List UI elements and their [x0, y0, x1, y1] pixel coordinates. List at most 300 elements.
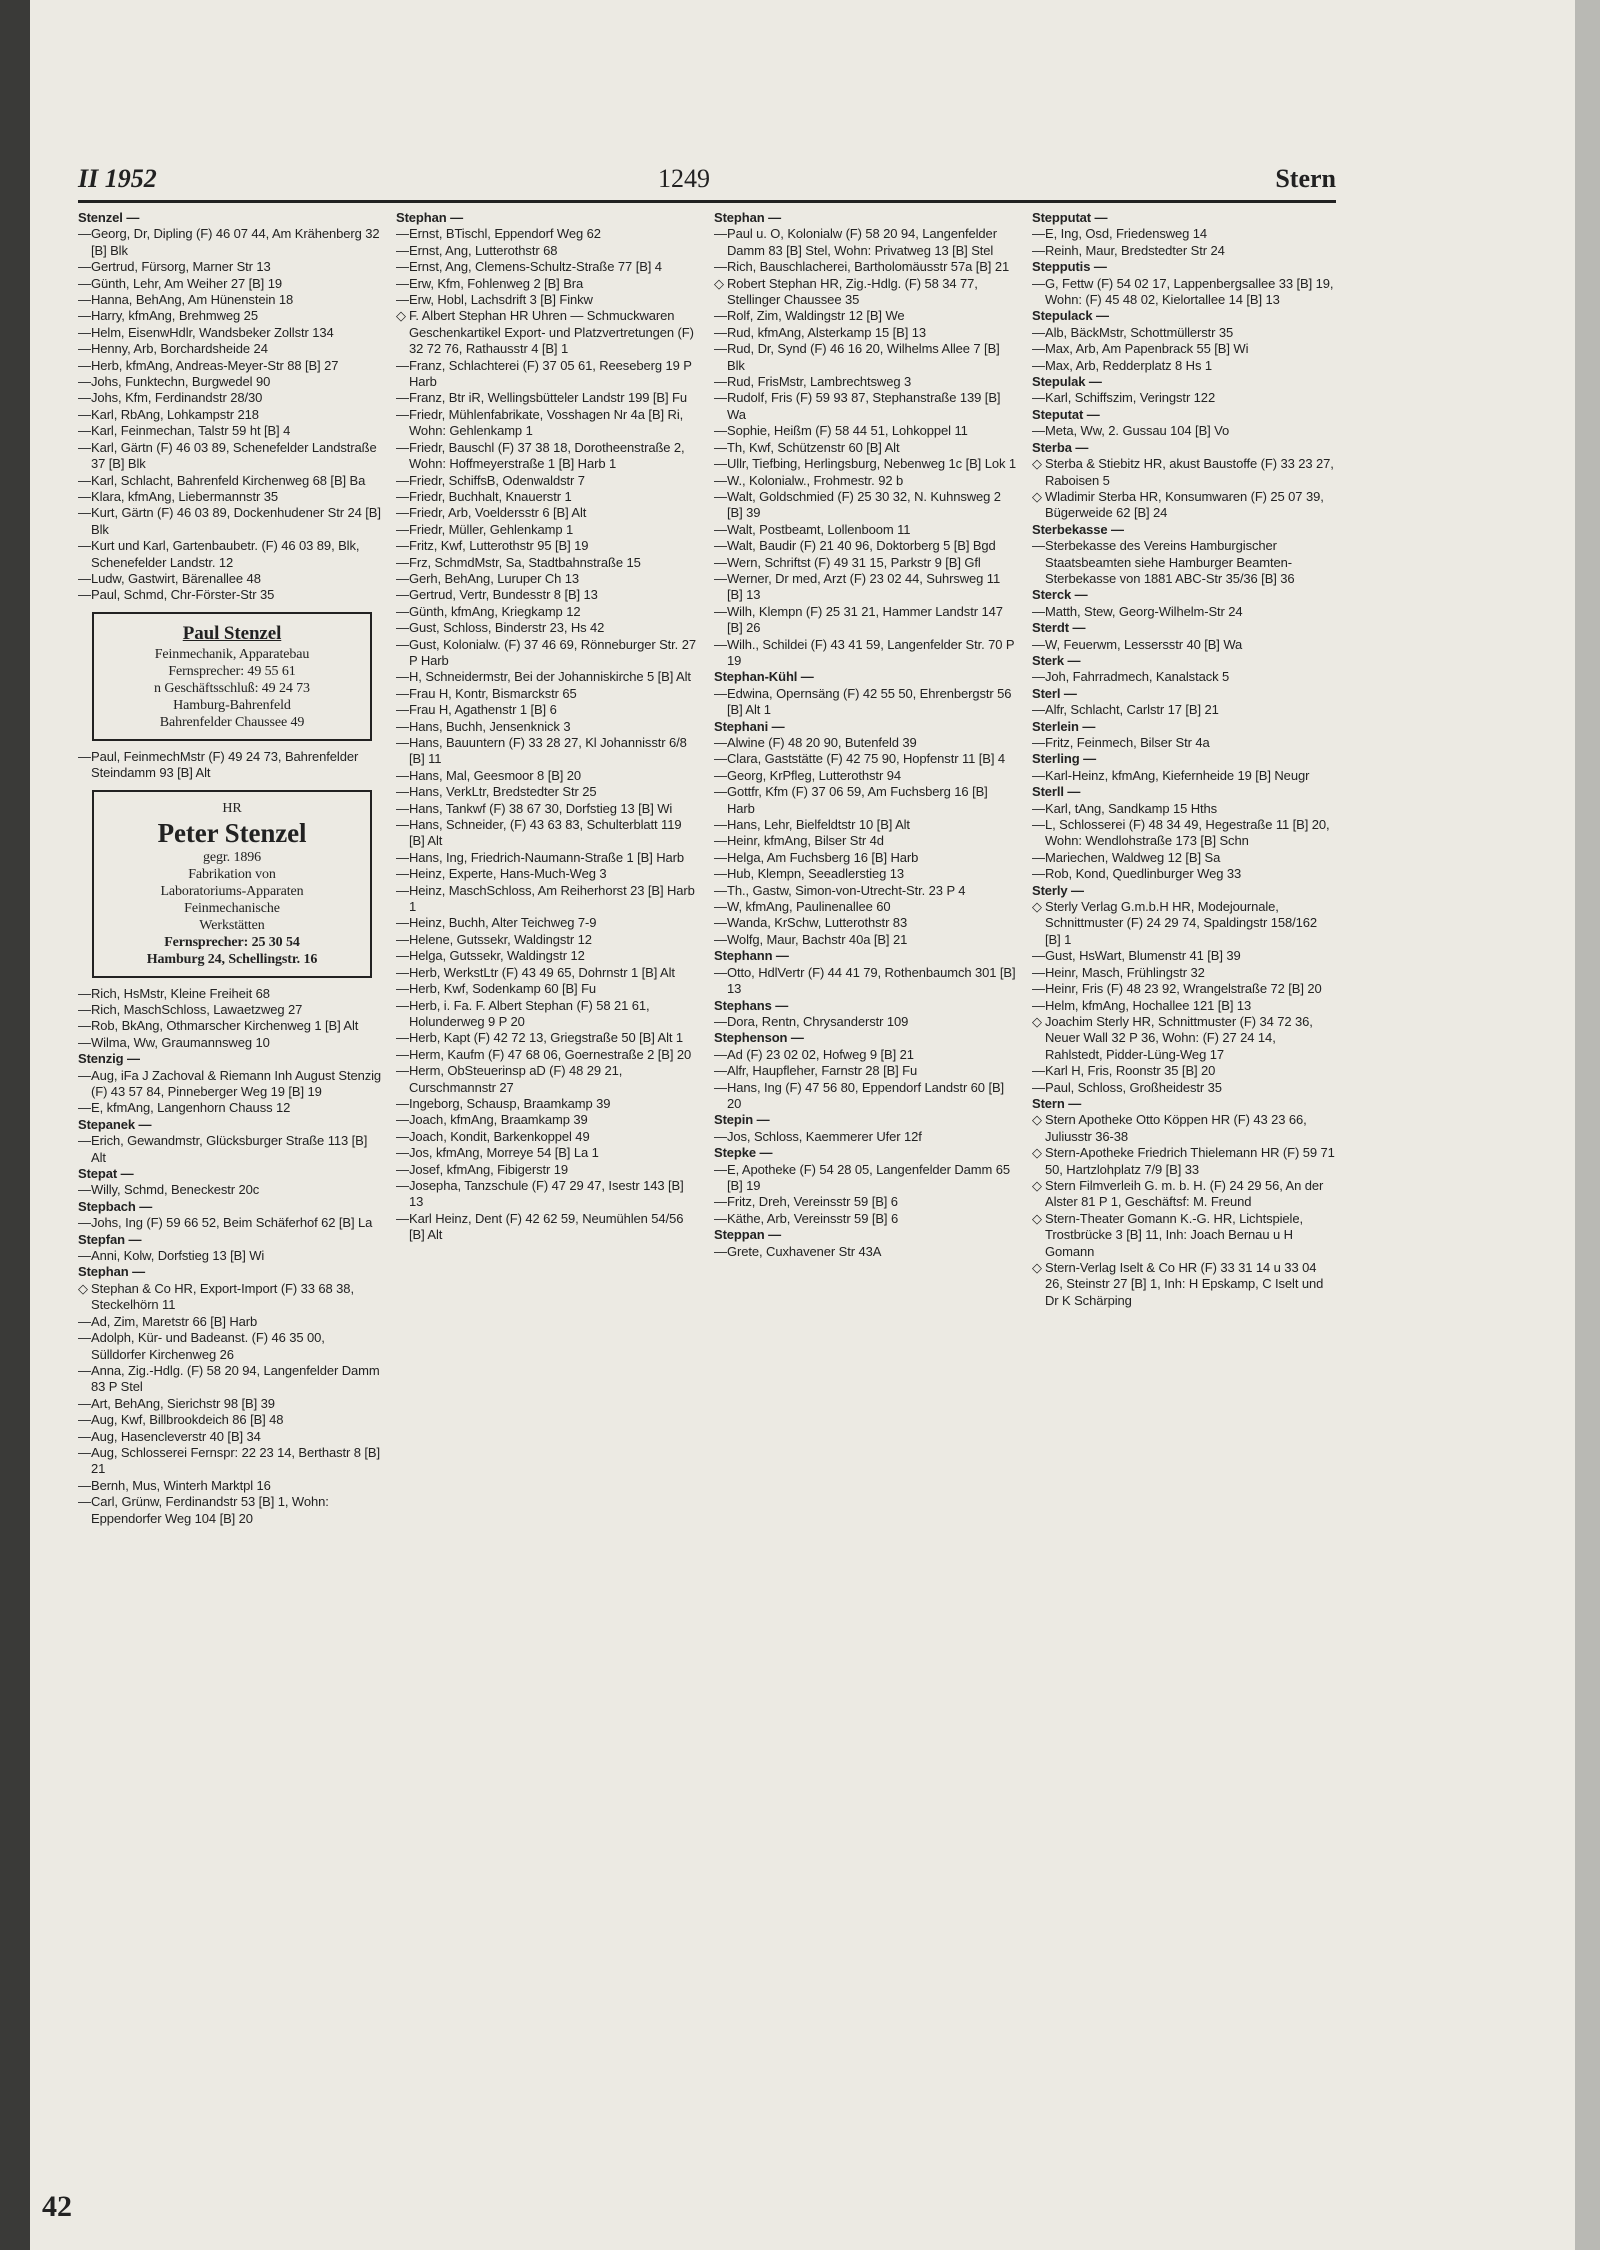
entry-dash: — [714, 554, 727, 570]
entry-dash: — [714, 735, 727, 750]
entry-name: Rud, [727, 324, 755, 340]
entry-name: W, [727, 899, 742, 915]
directory-entry [78, 1215, 382, 1231]
entry-name: Stepat — [78, 1166, 134, 1182]
entry-name: Friedr, [409, 406, 446, 422]
entry-dash: — [714, 1128, 727, 1144]
directory-entry [396, 669, 700, 685]
entry-details: Ang, Clemens-Schultz-Straße 77 [B] 4 [442, 259, 662, 275]
entry-dash: — [714, 849, 727, 865]
entry-dash: — [78, 1362, 91, 1378]
entry-dash: — [396, 505, 409, 521]
entry-details: Kwf, Billbrookdeich 86 [B] 48 [117, 1412, 284, 1428]
entry-name: Herm, [409, 1063, 444, 1079]
entry-name: Kurt [91, 538, 115, 554]
entry-dash: — [714, 1063, 727, 1079]
directory-entry [396, 965, 700, 981]
registered-firm-icon: ◇ [1032, 456, 1042, 472]
surname-heading [1032, 407, 1336, 423]
entry-dash: — [396, 1095, 409, 1111]
entry-dash: — [78, 374, 91, 390]
entry-details: Btr iR, Wellingsbütteler Landstr 199 [B] Fu [445, 390, 687, 406]
entry-name: Kurt, [91, 505, 118, 521]
entry-details: Maur, Bachstr 40a [B] 21 [763, 931, 908, 947]
entry-details: Lehr, Bielfeldtstr 10 [B] Alt [760, 817, 910, 833]
directory-entry [714, 637, 1018, 670]
entry-dash: — [1032, 390, 1045, 406]
directory-entry [714, 555, 1018, 571]
entry-name: Helga, [409, 948, 446, 964]
entry-details: Zim, Maretstr 66 [B] Harb [110, 1313, 258, 1329]
advertisement-peter-stenzel [92, 790, 372, 978]
entry-dash: — [78, 748, 91, 764]
entry-name: Sterll — [1032, 784, 1081, 800]
directory-entry [714, 276, 1018, 309]
directory-entry [396, 784, 700, 800]
entry-name: Gerh, [409, 570, 442, 586]
entry-name: Sterling — [1032, 751, 1097, 767]
entry-name: Steputat — [1032, 406, 1100, 422]
entry-name: Hans, [409, 767, 443, 783]
entry-dash: — [78, 985, 91, 1001]
entry-name: Paul, [1045, 1079, 1075, 1095]
entry-details: kfmAng, Braamkamp 39 [446, 1112, 588, 1128]
entry-details: Maur, Bredstedter Str 24 [1081, 242, 1225, 258]
entry-name: Steppan — [714, 1227, 781, 1243]
header-year: II 1952 [78, 164, 157, 193]
directory-entry [714, 473, 1018, 489]
entry-dash: — [78, 1100, 91, 1116]
entry-dash: — [396, 603, 409, 619]
entry-details: Arb, Am Papenbrack 55 [B] Wi [1072, 341, 1249, 357]
directory-entry [714, 489, 1018, 522]
entry-details: Kolonialw. (F) 37 46 69, Rönneburger Str. 27 P Harb [409, 636, 696, 668]
entry-details: kfmAng, Brehmweg 25 [124, 308, 258, 324]
ad-title: Paul Stenzel [182, 622, 282, 644]
directory-entry [396, 522, 700, 538]
directory-entry [396, 358, 700, 391]
entry-name: Paul, [91, 748, 121, 764]
directory-entry [714, 965, 1018, 998]
entry-name: Karl, [91, 423, 118, 439]
entry-name: Gertrud, [409, 587, 456, 603]
entry-details: Opernsäng (F) 42 55 50, Ehrenbergstr 56 [B] Alt 1 [727, 685, 1012, 718]
entry-name: Aug, [91, 1444, 118, 1460]
entry-details: akust Baustoffe (F) 33 23 27, Raboisen 5 [1045, 456, 1334, 488]
surname-heading [78, 1051, 382, 1067]
directory-page [30, 0, 1575, 2250]
directory-entry [1032, 850, 1336, 866]
directory-entry [1032, 965, 1336, 981]
directory-entry [714, 440, 1018, 456]
directory-entry [78, 1182, 382, 1198]
entry-dash: — [1032, 1079, 1045, 1095]
entry-details: VerkLtr, Bredstedter Str 25 [442, 784, 597, 800]
directory-entry [714, 226, 1018, 259]
surname-heading [1032, 751, 1336, 767]
entry-details: Gastwirt, Bärenallee 48 [124, 570, 261, 586]
entry-name: Stepulak — [1032, 374, 1102, 390]
entry-name: Helga, [727, 849, 764, 865]
directory-entry [714, 522, 1018, 538]
entry-details: Buchhalt, Knauerstr 1 [445, 488, 572, 504]
entry-dash: — [78, 570, 91, 586]
entry-details: Kond, Quedlinburger Weg 33 [1072, 866, 1242, 882]
entry-dash: — [714, 685, 727, 701]
entry-dash: — [714, 1079, 727, 1095]
entry-name: Joachim Sterly HR, [1045, 1013, 1155, 1029]
entry-name: Walt, [727, 521, 756, 537]
entry-details: Goldschmied (F) 25 30 32, N. Kuhnsweg 2 [B] 39 [727, 488, 1001, 521]
entry-name: Joh, [1045, 669, 1070, 685]
directory-entry [714, 735, 1018, 751]
entry-dash: — [1032, 357, 1045, 373]
entry-dash: — [396, 554, 409, 570]
directory-entry [396, 702, 700, 718]
entry-details: Apotheke (F) 54 28 05, Langenfelder Damm 65 [B] 19 [727, 1161, 1011, 1193]
directory-entry [396, 883, 700, 916]
entry-details: Schloss, Großheidestr 35 [1074, 1079, 1222, 1095]
column-4 [1032, 210, 1336, 2160]
entry-details: Gärtn (F) 46 03 89, Schenefelder Landstraße 37 [B] Blk [91, 439, 377, 472]
surname-heading [1032, 1096, 1336, 1112]
directory-entry [78, 259, 382, 275]
entry-dash: — [1032, 1063, 1045, 1079]
entry-name: Günth, [91, 275, 130, 291]
entry-details: Kfm (F) 37 06 59, Am Fuchsberg 16 [B] Harb [727, 784, 988, 816]
directory-entry [396, 505, 700, 521]
directory-entry [396, 866, 700, 882]
entry-dash: — [396, 390, 409, 406]
surname-heading [714, 210, 1018, 226]
entry-details: Kür- und Badeanst. (F) 46 35 00, Sülldorfer Kirchenweg 26 [91, 1330, 325, 1362]
surname-heading [714, 669, 1018, 685]
entry-name: Wanda, [727, 915, 771, 931]
entry-details: Fahrradmech, Kanalstack 5 [1069, 669, 1230, 685]
entry-dash: — [396, 849, 409, 865]
entry-dash: — [78, 1001, 91, 1017]
directory-entry [1032, 604, 1336, 620]
entry-details: Arb, Borchardsheide 24 [130, 341, 268, 357]
directory-entry [78, 325, 382, 341]
entry-details: Gaststätte (F) 42 75 90, Hopfenstr 11 [B] 4 [761, 751, 1006, 767]
directory-entry [396, 226, 700, 242]
entry-name: Robert Stephan HR, [727, 275, 843, 291]
entry-dash: — [396, 357, 409, 373]
entry-name: Reinh, [1045, 242, 1082, 258]
entry-details: Experte, Hans-Much-Weg 3 [445, 866, 607, 882]
directory-entry [714, 768, 1018, 784]
surname-heading [78, 1117, 382, 1133]
entry-name: Stern-Apotheke Friedrich Thielemann HR [1045, 1145, 1280, 1161]
entry-name: Karl, [1045, 390, 1072, 406]
entry-name: Gertrud, [91, 259, 138, 275]
entry-details: MaschSchloss, Lawaetzweg 27 [120, 1001, 303, 1017]
entry-dash: — [1032, 866, 1045, 882]
directory-entry [1032, 243, 1336, 259]
directory-entry [396, 981, 700, 997]
entry-details: ObSteuerinsp aD (F) 48 29 21, Curschmannstr 27 [409, 1063, 623, 1095]
entry-name: Anni, [91, 1248, 121, 1264]
entry-dash: — [396, 882, 409, 898]
entry-dash: — [714, 817, 727, 833]
entry-name: Stern Filmverleih G. m. b. H. [1045, 1177, 1207, 1193]
entry-details: kfmAng, Liebermannstr 35 [124, 488, 278, 504]
entry-details: Kfm, Ferdinandstr 28/30 [121, 390, 263, 406]
entry-name: Helm, [91, 324, 125, 340]
directory-entry [78, 1100, 382, 1116]
entry-dash: — [1032, 275, 1045, 291]
entry-dash: — [78, 472, 91, 488]
entry-details: Tanzschule (F) 47 29 47, Isestr 143 [B] 13 [409, 1177, 684, 1210]
entry-details: Feinmechan, Talstr 59 ht [B] 4 [117, 423, 291, 439]
entry-name: Hans, [409, 817, 443, 833]
entry-dash: — [714, 931, 727, 947]
registered-firm-icon: ◇ [1032, 1013, 1042, 1029]
entry-name: Adolph, [91, 1330, 135, 1346]
ad-line: Fabrikation von [188, 866, 276, 882]
entry-details: Am Fuchsberg 16 [B] Harb [763, 849, 919, 865]
entry-details: Masch, Frühlingstr 32 [1078, 964, 1205, 980]
directory-entry [714, 1129, 1018, 1145]
directory-entry [396, 637, 700, 670]
directory-entry [78, 358, 382, 374]
registered-firm-icon: ◇ [1032, 488, 1042, 504]
entry-details: Funktechn, Burgwedel 90 [121, 374, 271, 390]
entry-details: Haupfleher, Farnstr 28 [B] Fu [748, 1063, 918, 1079]
entry-dash: — [396, 620, 409, 636]
entry-details: Feinmech, Bilser Str 4a [1073, 735, 1210, 750]
entry-dash: — [396, 472, 409, 488]
entry-dash: — [396, 767, 409, 783]
directory-entry [78, 292, 382, 308]
entry-name: Josef, [409, 1161, 444, 1177]
entry-dash: — [396, 259, 409, 275]
entry-details: Fürsorg, Marner Str 13 [137, 259, 271, 275]
entry-name: Ad [727, 1046, 743, 1062]
entry-name: W, [1045, 636, 1060, 652]
entry-dash: — [78, 390, 91, 406]
surname-heading [1032, 374, 1336, 390]
directory-entry [714, 390, 1018, 423]
entry-name: Herb, [91, 357, 123, 373]
directory-entry [1032, 981, 1336, 997]
entry-details: kfmAng, Kriegkamp 12 [447, 603, 581, 619]
entry-name: Hans, [409, 784, 443, 800]
ad-line: Laboratoriums-Apparaten [160, 883, 304, 899]
ad-line: Fernsprecher: 49 55 61 [168, 663, 296, 679]
directory-entry [396, 308, 700, 357]
entry-name: Stephan & Co HR, [91, 1280, 197, 1296]
entry-dash: — [78, 1395, 91, 1411]
directory-entry [714, 883, 1018, 899]
entry-details: Kwf, Lutterothstr 95 [B] 19 [437, 538, 589, 554]
entry-name: Edwina, [727, 685, 773, 701]
entry-name: Friedr, [409, 488, 446, 504]
entry-details: Dr, Synd (F) 46 16 20, Wilhelms Allee 7 [B] Blk [727, 341, 1000, 373]
surname-heading [1032, 587, 1336, 603]
directory-entry [1032, 899, 1336, 948]
entry-dash: — [714, 1243, 727, 1259]
directory-entry [78, 276, 382, 292]
directory-entry [714, 1211, 1018, 1227]
directory-entry [78, 749, 382, 782]
surname-heading [1032, 210, 1336, 226]
entry-details: Feuerwm, Lessersstr 40 [B] Wa [1059, 636, 1243, 652]
entry-name: Stephans — [714, 997, 789, 1013]
entry-dash: — [714, 1013, 727, 1029]
entry-details: Fris, Roonstr 35 [B] 20 [1084, 1063, 1216, 1079]
entry-name: Art, [91, 1395, 111, 1411]
directory-entry [714, 833, 1018, 849]
entry-dash: — [1032, 964, 1045, 980]
entry-details: Kontr, Bismarckstr 65 [451, 685, 577, 701]
directory-entry [396, 243, 700, 259]
entry-name: Ad, [91, 1313, 111, 1329]
entry-name: Fritz, [727, 1194, 756, 1210]
directory-entry [78, 1314, 382, 1330]
entry-name: Werner, [727, 570, 772, 586]
directory-entry [78, 1396, 382, 1412]
entry-name: Erich, [91, 1133, 124, 1149]
entry-dash: — [714, 570, 727, 586]
entry-dash: — [714, 964, 727, 980]
entry-name: Stepke — [714, 1145, 773, 1161]
entry-details: Schmd, Beneckestr 20c [120, 1182, 260, 1198]
directory-entry [714, 850, 1018, 866]
entry-details: Schloss, Binderstr 23, Hs 42 [439, 620, 605, 636]
entry-details: Ing, Friedrich-Naumann-Straße 1 [B] Harb [442, 849, 685, 865]
entry-name: Rob, [1045, 866, 1073, 882]
surname-heading [714, 719, 1018, 735]
ad-line: Feinmechanische [184, 900, 280, 916]
entry-dash: — [396, 817, 409, 833]
entry-name: Frau H, [409, 702, 452, 718]
entry-name: Matth, [1045, 603, 1081, 619]
entry-dash: — [396, 981, 409, 997]
entry-name: Alb, [1045, 324, 1068, 340]
entry-name: Alwine [727, 735, 765, 750]
entry-name: Rudolf, [727, 390, 768, 406]
surname-heading [714, 1145, 1018, 1161]
ad-line: Fernsprecher: 25 30 54 [164, 934, 300, 950]
entry-dash: — [714, 882, 727, 898]
directory-entry [714, 456, 1018, 472]
directory-entry [78, 440, 382, 473]
entry-name: Wilma, [91, 1034, 131, 1050]
entry-name: Max, [1045, 341, 1073, 357]
entry-name: Johs, [91, 390, 122, 406]
directory-entry [714, 866, 1018, 882]
entry-dash: — [396, 800, 409, 816]
entry-name: Sterl — [1032, 685, 1077, 701]
directory-entry [396, 489, 700, 505]
entry-dash: — [78, 341, 91, 357]
entry-name: Käthe, [727, 1210, 764, 1226]
entry-dash: — [714, 488, 727, 504]
directory-entry [1032, 341, 1336, 357]
entry-dash: — [396, 226, 409, 242]
entry-details: Bauschl (F) 37 38 18, Dorotheenstraße 2, Wohn: Hoffmeyerstraße 1 [B] Harb 1 [409, 439, 685, 472]
entry-dash: — [396, 1046, 409, 1062]
entry-name: Fritz, [409, 538, 438, 554]
entry-name: Josepha, [409, 1177, 461, 1193]
directory-entry [78, 341, 382, 357]
entry-name: Rud, [727, 374, 755, 390]
directory-entry [396, 1178, 700, 1211]
entry-dash: — [396, 406, 409, 422]
entry-dash: — [78, 587, 91, 603]
entry-dash: — [396, 948, 409, 964]
entry-name: Friedr, [409, 439, 446, 455]
entry-name: Max, [1045, 357, 1073, 373]
entry-name: Heinz, [409, 866, 446, 882]
entry-name: Helm, [1045, 997, 1079, 1013]
directory-entry [396, 1030, 700, 1046]
entry-details: BäckMstr, Schottmüllerstr 35 [1067, 324, 1234, 340]
ad-line: Feinmechanik, Apparatebau [154, 646, 310, 662]
registered-firm-icon: ◇ [1032, 1112, 1042, 1128]
entry-details: kfmAng, Bilser Str 4d [760, 833, 884, 849]
entry-name: Stepanek — [78, 1116, 152, 1132]
entry-dash: — [78, 538, 91, 554]
entry-details: Mühlenfabrikate, Vosshagen Nr 4a [B] Ri, Wohn: Gehlenkamp 1 [409, 406, 684, 439]
directory-entry [396, 292, 700, 308]
entry-name: Frz, [409, 554, 431, 570]
directory-entry [396, 1162, 700, 1178]
entry-details: Waldweg 12 [B] Sa [1108, 849, 1221, 865]
entry-details: (F) 24 29 56, An der Alster 81 P 1, Geschäftsf: M. Freund [1045, 1177, 1324, 1210]
column-2 [396, 210, 700, 2160]
directory-entry [396, 390, 700, 406]
entry-name: Karl, [91, 472, 118, 488]
entry-name: Stephan — [396, 210, 463, 225]
entry-details: Rentn, Chrysanderstr 109 [758, 1013, 909, 1029]
entry-details: Schlacht, Bahrenfeld Kirchenweg 68 [B] Ba [117, 472, 366, 488]
entry-details: HsMstr, Kleine Freiheit 68 [120, 985, 270, 1001]
entry-details: iFa J Zachoval & Riemann Inh August Stenzig (F) 43 57 84, Pinneberger Weg 19 [B] 19 [91, 1067, 382, 1099]
directory-entry [714, 571, 1018, 604]
entry-name: Rich, [727, 259, 757, 275]
entry-details: Schloss, Kaemmerer Ufer 12f [750, 1128, 922, 1144]
surname-heading [1032, 719, 1336, 735]
entry-name: Aug, [91, 1067, 118, 1083]
entry-name: Henny, [91, 341, 131, 357]
entry-name: Stephan — [78, 1264, 145, 1280]
entry-name: F. Albert Stephan [409, 308, 507, 324]
entry-dash: — [396, 636, 409, 652]
ad-line: Bahrenfelder Chaussee 49 [159, 714, 305, 730]
entry-dash: — [396, 439, 409, 455]
entry-dash: — [78, 1412, 91, 1428]
registered-firm-icon: ◇ [78, 1280, 88, 1296]
directory-entry [714, 604, 1018, 637]
entry-details: kfmAng, Morreye 54 [B] La 1 [432, 1145, 599, 1161]
entry-dash: — [78, 505, 91, 521]
directory-entry [396, 1112, 700, 1128]
entry-details: Schriftst (F) 49 31 15, Parkstr 9 [B] Gfl [760, 554, 981, 570]
directory-entry [1032, 735, 1336, 751]
surname-heading [1032, 686, 1336, 702]
entry-dash: — [78, 1428, 91, 1444]
surname-heading [1032, 883, 1336, 899]
directory-entry [78, 1478, 382, 1494]
ad-register-tag: HR [222, 800, 242, 816]
directory-entry [78, 587, 382, 603]
entry-dash: — [714, 636, 727, 652]
entry-dash: — [1032, 242, 1045, 258]
entry-dash: — [1032, 849, 1045, 865]
